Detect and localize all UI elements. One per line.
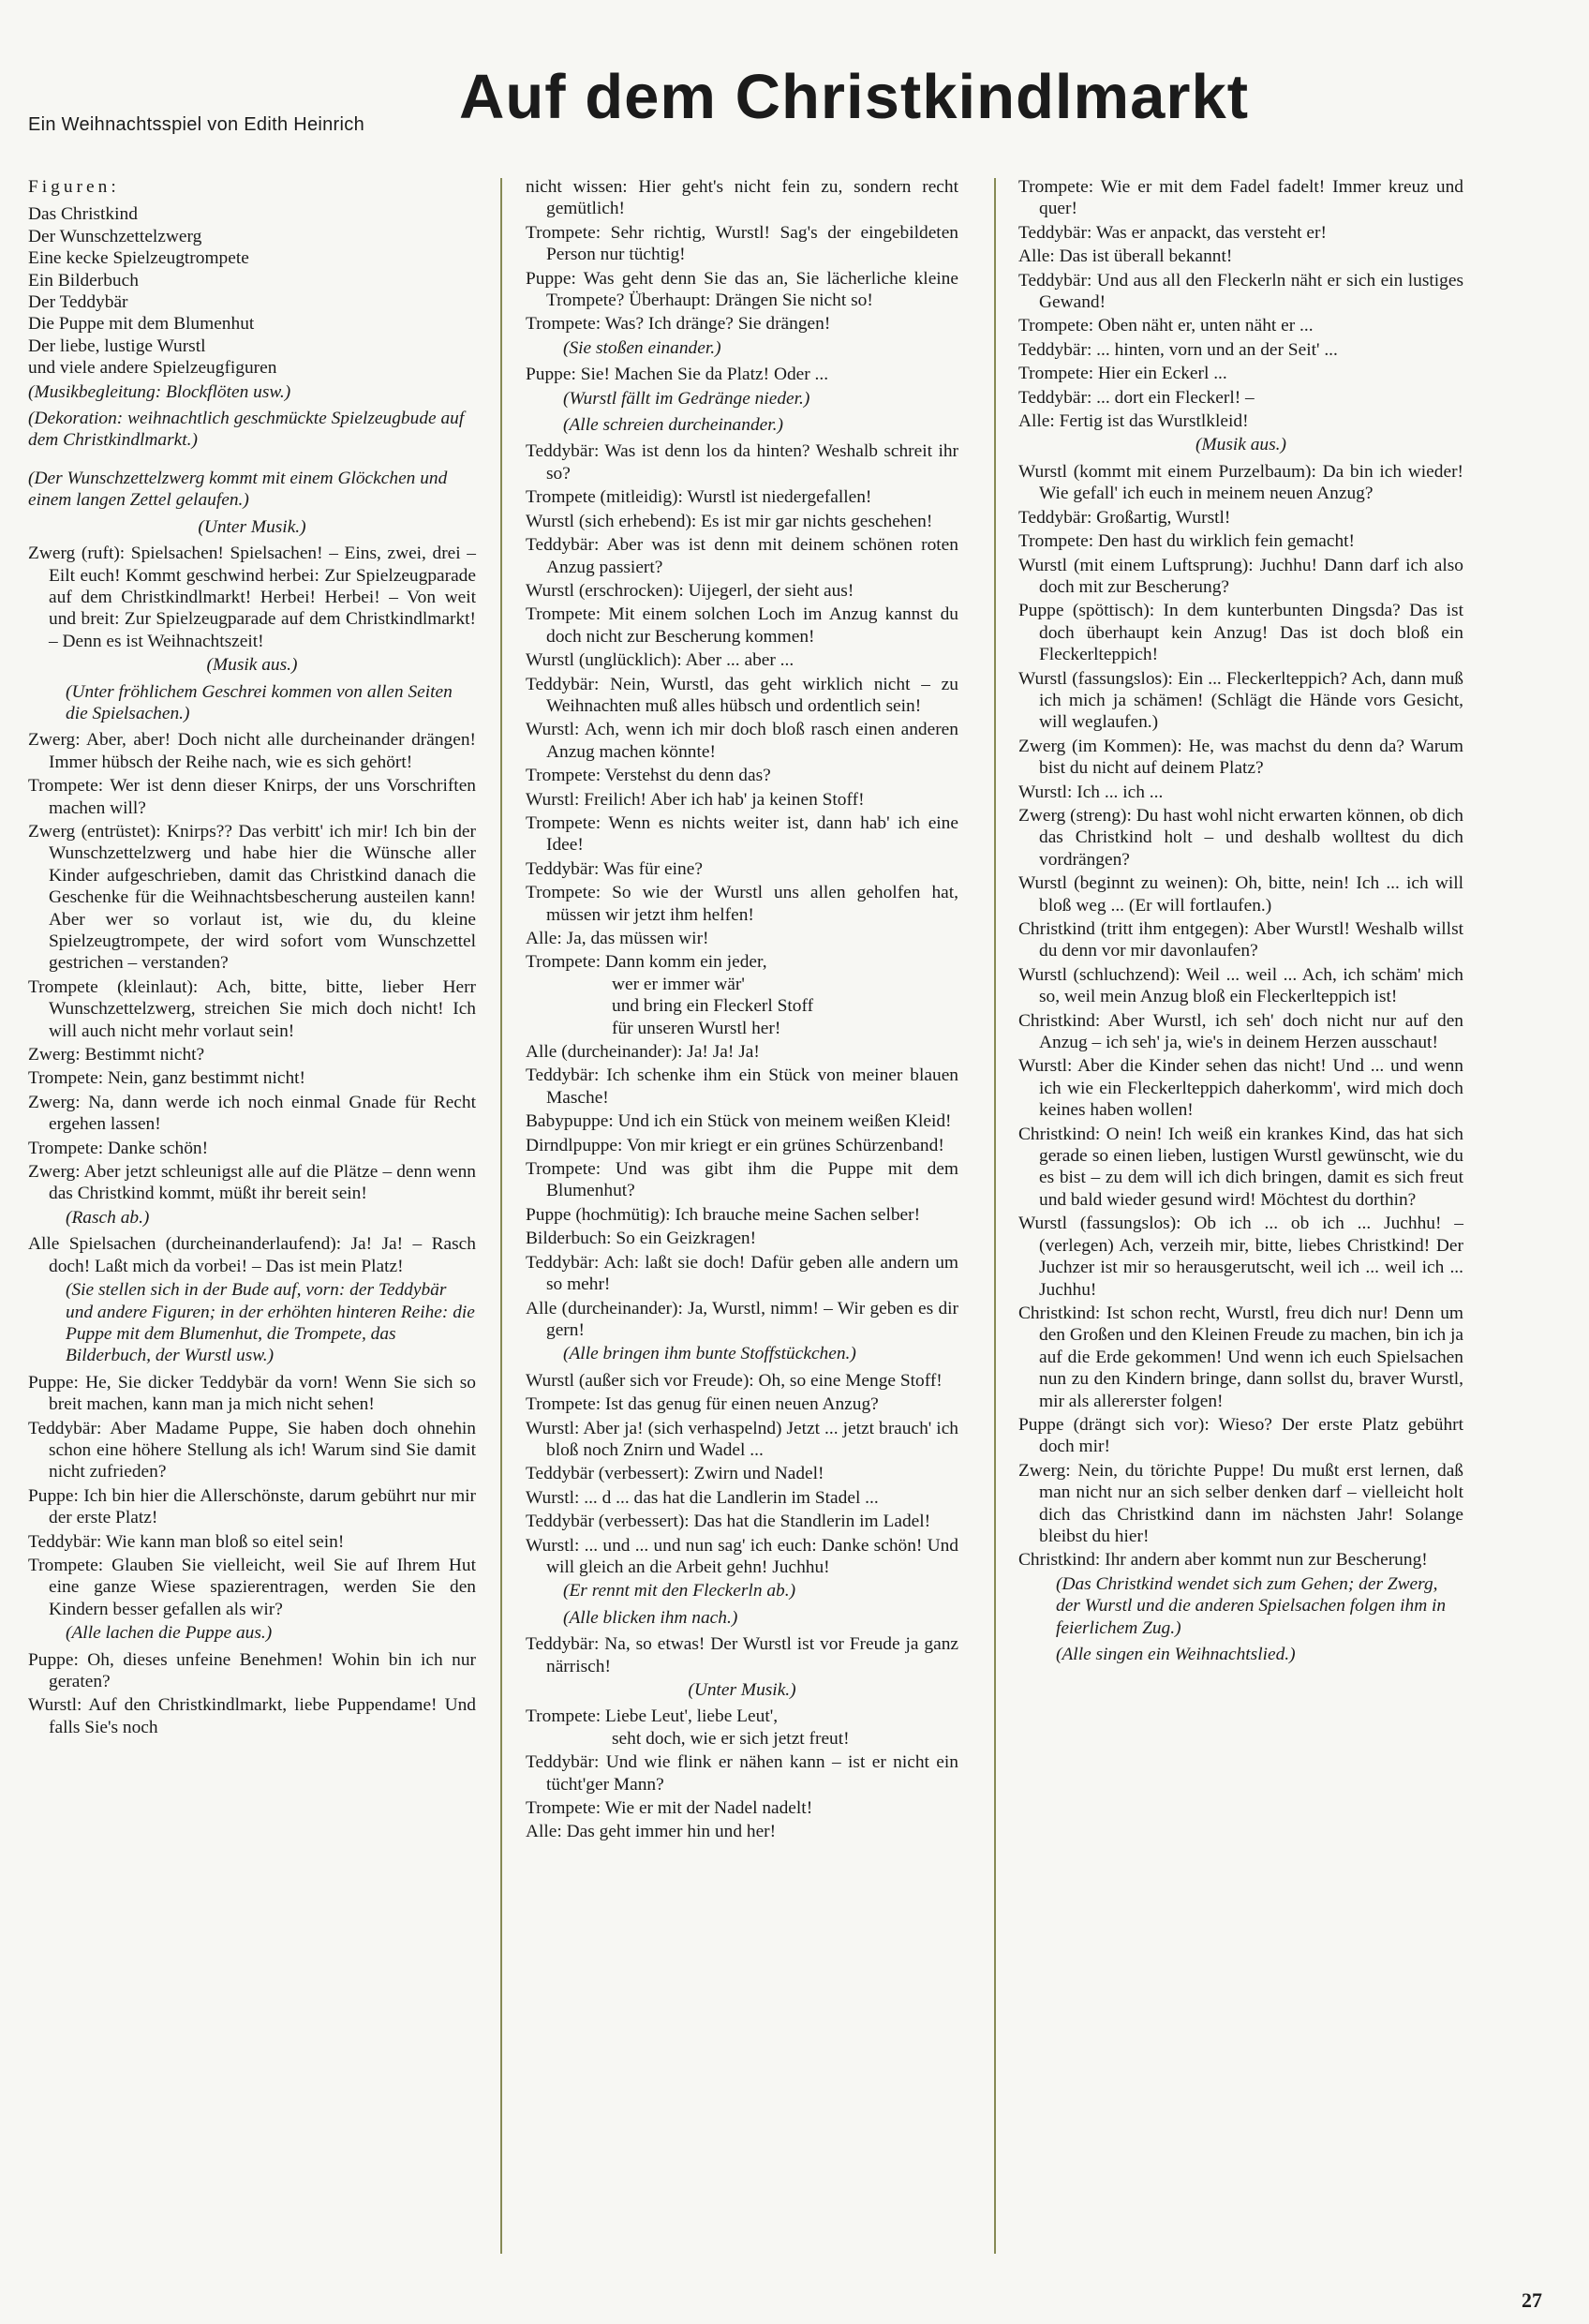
dialogue-line: Zwerg (im Kommen): He, was machst du denn da? Warum bist du nicht auf deinem Platz? bbox=[1018, 736, 1463, 779]
dialogue-line: Zwerg: Bestimmt nicht? bbox=[28, 1045, 205, 1065]
dialogue-line: Puppe: Sie! Machen Sie da Platz! Oder ... bbox=[526, 365, 829, 385]
dialogue-line: Teddybär: ... dort ein Fleckerl! – bbox=[1018, 387, 1255, 408]
stage-direction: (Alle schreien durcheinander.) bbox=[563, 415, 783, 436]
dialogue-line: Teddybär: Wie kann man bloß so eitel sein! bbox=[28, 1531, 345, 1552]
stage-direction: (Musik aus.) bbox=[206, 655, 298, 676]
dialogue-line: Trompete (kleinlaut): Ach, bitte, bitte, lieber Herr Wunschzettelzwerg, streichen Sie mich doch nicht! Ich will auch nicht mehr vorlaut sein! bbox=[28, 976, 476, 1041]
dialogue-line: Alle Spielsachen (durcheinanderlaufend): Ja! Ja! – Rasch doch! Laßt mich da vorbei! – Das ist mein Platz! bbox=[28, 1234, 476, 1276]
dialogue-line: Alle: Das ist überall bekannt! bbox=[1018, 246, 1233, 267]
dialogue-line: Teddybär: Aber Madame Puppe, Sie haben doch ohnehin schon eine höhere Stellung als ich! Warum sind Sie damit nicht zufrieden? bbox=[28, 1418, 476, 1482]
dialogue-line: Puppe: Oh, dieses unfeine Benehmen! Wohin bin ich nur geraten? bbox=[28, 1649, 476, 1691]
dialogue-line: Puppe (spöttisch): In dem kunterbunten Dingsda? Das ist doch überhaupt kein Anzug! Das ist doch bloß ein Fleckerlteppich! bbox=[1018, 601, 1463, 665]
dialogue-line: Trompete: Oben näht er, unten näht er ... bbox=[1018, 316, 1314, 336]
dialogue-line: Zwerg: Aber jetzt schleunigst alle auf die Plätze – denn wenn das Christkind kommt, müßt ihr bereit sein! bbox=[28, 1162, 476, 1204]
dialogue-line: Alle (durcheinander): Ja, Wurstl, nimm! – Wir geben es dir gern! bbox=[526, 1298, 958, 1340]
dialogue-line: Wurstl: Ich ... ich ... bbox=[1018, 782, 1164, 802]
dialogue-line: Wurstl (außer sich vor Freude): Oh, so eine Menge Stoff! bbox=[526, 1370, 943, 1391]
dialogue-line: Wurstl (fassungslos): Ob ich ... ob ich ... Juchhu! – (verlegen) Ach, verzeih mir, bitte, liebes Christkind! Der Juchzer ist mir so herausgerutscht, weil ich ... weil ich ... Juchhu! bbox=[1018, 1214, 1463, 1300]
dialogue-line: Zwerg: Aber, aber! Doch nicht alle durcheinander drängen! Immer hübsch der Reihe nach, wie es sich gehört! bbox=[28, 730, 476, 772]
cast-entry: Der Teddybär bbox=[28, 292, 128, 313]
dialogue-line: Trompete: Den hast du wirklich fein gemacht! bbox=[1018, 531, 1356, 552]
dialogue-line: Wurstl (schluchzend): Weil ... weil ... Ach, ich schäm' mich so, weil mein Anzug bloß ein Fleckerlteppich ist! bbox=[1018, 964, 1463, 1007]
text-column-3 bbox=[1018, 176, 1463, 1670]
dialogue-line: Alle: Fertig ist das Wurstlkleid! bbox=[1018, 411, 1249, 432]
dialogue-line: Wurstl: Freilich! Aber ich hab' ja keinen Stoff! bbox=[526, 789, 865, 810]
dialogue-line: Trompete: Sehr richtig, Wurstl! Sag's der eingebildeten Person nur tüchtig! bbox=[526, 222, 958, 265]
dialogue-line: Teddybär: ... hinten, vorn und an der Seit' ... bbox=[1018, 339, 1338, 360]
dialogue-line: Wurstl (kommt mit einem Purzelbaum): Da bin ich wieder! Wie gefall' ich euch in meinem neuen Anzug? bbox=[1018, 461, 1463, 504]
dialogue-line: Teddybär: Was ist denn los da hinten? Weshalb schreit ihr so? bbox=[526, 441, 958, 484]
dialogue-line: Teddybär: Na, so etwas! Der Wurstl ist vor Freude ja ganz närrisch! bbox=[526, 1634, 958, 1676]
dialogue-line: Teddybär: Was für eine? bbox=[526, 858, 703, 879]
dialogue-line: Wurstl (mit einem Luftsprung): Juchhu! Dann darf ich also doch mit zur Bescherung? bbox=[1018, 555, 1463, 597]
stage-direction: (Das Christkind wendet sich zum Gehen; der Zwerg, der Wurstl und die anderen Spielsachen folgen ihm in feierlichem Zug.) bbox=[1056, 1573, 1447, 1638]
dialogue-line: Puppe: He, Sie dicker Teddybär da vorn! Wenn Sie sich so breit machen, kann man ja mich nicht sehen! bbox=[28, 1372, 476, 1415]
dialogue-line: Wurstl (unglücklich): Aber ... aber ... bbox=[526, 650, 794, 671]
dialogue-line: Trompete: Nein, ganz bestimmt nicht! bbox=[28, 1068, 306, 1089]
dialogue-line: Wurstl: ... und ... und nun sag' ich euch: Danke schön! Und will gleich an die Arbeit gehn! Juchhu! bbox=[526, 1535, 958, 1577]
verse-line: seht doch, wie er sich jetzt freut! bbox=[612, 1728, 850, 1749]
dialogue-line: Wurstl (sich erhebend): Es ist mir gar nichts geschehen! bbox=[526, 511, 933, 531]
stage-direction: (Alle bringen ihm bunte Stoffstückchen.) bbox=[563, 1344, 856, 1364]
dialogue-line: Trompete: Danke schön! bbox=[28, 1138, 209, 1158]
dialogue-line: Teddybär: Ach: laßt sie doch! Dafür geben alle andern um so mehr! bbox=[526, 1252, 958, 1295]
text-column-2 bbox=[526, 176, 958, 1845]
dialogue-line: Zwerg (entrüstet): Knirps?? Das verbitt' ich mir! Ich bin der Wunschzettelzwerg und habe hier die Wünsche aller Kinder aufgeschrieben, damit das Christkind danach die Geschenke für die Weihnachtsbescherung austeilen kann! Aber wer so vorlaut ist, wie du, du kleine Spielzeugtrompete, der wird sofort vom Wunschzettel gestrichen – verstanden? bbox=[28, 821, 476, 974]
dialogue-line: Teddybär: Ich schenke ihm ein Stück von meiner blauen Masche! bbox=[526, 1065, 958, 1108]
dialogue-line: Trompete: So wie der Wurstl uns allen geholfen hat, müssen wir jetzt ihm helfen! bbox=[526, 883, 958, 925]
dialogue-line: Christkind: Ihr andern aber kommt nun zur Bescherung! bbox=[1018, 1550, 1428, 1571]
column-divider-2 bbox=[994, 178, 996, 2254]
dialogue-line: Trompete: Glauben Sie vielleicht, weil Sie auf Ihrem Hut eine ganze Wiese spazierentragen, werden Sie den Kindern besser gefallen als wir? bbox=[28, 1555, 476, 1619]
stage-direction: (Musik aus.) bbox=[1195, 435, 1286, 455]
spacer bbox=[28, 456, 476, 466]
dialogue-line: Puppe (drängt sich vor): Wieso? Der erste Platz gebührt doch mir! bbox=[1018, 1414, 1463, 1457]
dialogue-line: Wurstl: ... d ... das hat die Landlerin im Stadel ... bbox=[526, 1487, 879, 1508]
dialogue-line: Wurstl: Aber ja! (sich verhaspelnd) Jetzt ... jetzt brauch' ich bloß noch Znirn und Wadel ... bbox=[526, 1418, 958, 1460]
cast-heading: Figuren: bbox=[28, 177, 120, 197]
dialogue-line: Teddybär: Großartig, Wurstl! bbox=[1018, 507, 1231, 528]
byline: Ein Weihnachtsspiel von Edith Heinrich bbox=[28, 114, 364, 135]
cast-entry: Eine kecke Spielzeugtrompete bbox=[28, 248, 249, 269]
dialogue-line: Dirndlpuppe: Von mir kriegt er ein grünes Schürzenband! bbox=[526, 1135, 944, 1155]
dialogue-line: Trompete: Was? Ich dränge? Sie drängen! bbox=[526, 314, 831, 335]
dialogue-line: nicht wissen: Hier geht's nicht fein zu, sondern recht gemütlich! bbox=[526, 177, 958, 219]
dialogue-line: Christkind: Aber Wurstl, ich seh' doch nicht nur auf den Anzug – ich seh' ja, wie's in deinem Herzen ausschaut! bbox=[1018, 1010, 1463, 1053]
stage-direction: (Dekoration: weihnachtlich geschmückte Spielzeugbude auf dem Christkindlmarkt.) bbox=[28, 409, 465, 451]
dialogue-line: Alle (durcheinander): Ja! Ja! Ja! bbox=[526, 1042, 760, 1063]
dialogue-line: Teddybär: Und aus all den Fleckerln näht er sich ein lustiges Gewand! bbox=[1018, 270, 1463, 313]
dialogue-line: Trompete: Ist das genug für einen neuen Anzug? bbox=[526, 1394, 879, 1415]
cast-entry: und viele andere Spielzeugfiguren bbox=[28, 358, 277, 379]
dialogue-line: Trompete (mitleidig): Wurstl ist niedergefallen! bbox=[526, 487, 872, 508]
dialogue-line: Wurstl: Ach, wenn ich mir doch bloß rasch einen anderen Anzug machen könnte! bbox=[526, 720, 958, 762]
stage-direction: (Unter Musik.) bbox=[198, 516, 306, 537]
dialogue-line: Trompete: Hier ein Eckerl ... bbox=[1018, 364, 1227, 384]
verse-line: wer er immer wär' bbox=[612, 974, 745, 994]
dialogue-line: Bilderbuch: So ein Geizkragen! bbox=[526, 1229, 757, 1249]
stage-direction: (Alle blicken ihm nach.) bbox=[563, 1607, 738, 1628]
dialogue-line: Trompete: Wenn es nichts weiter ist, dann hab' ich eine Idee! bbox=[526, 812, 958, 856]
stage-direction: (Alle singen ein Weihnachtslied.) bbox=[1056, 1645, 1296, 1664]
stage-direction: (Der Wunschzettelzwerg kommt mit einem Glöckchen und einem langen Zettel gelaufen.) bbox=[28, 468, 448, 511]
verse-line: Trompete: Dann komm ein jeder, bbox=[526, 952, 767, 973]
dialogue-line: Zwerg: Na, dann werde ich noch einmal Gnade für Recht ergehen lassen! bbox=[28, 1092, 476, 1135]
stage-direction: (Alle lachen die Puppe aus.) bbox=[66, 1623, 273, 1644]
verse-block bbox=[526, 1706, 958, 1750]
cast-entry: Der liebe, lustige Wurstl bbox=[28, 335, 206, 356]
verse-line: und bring ein Fleckerl Stoff bbox=[612, 996, 814, 1017]
dialogue-line: Wurstl (erschrocken): Uijegerl, der sieht aus! bbox=[526, 580, 854, 601]
dialogue-line: Trompete: Wer ist denn dieser Knirps, der uns Vorschriften machen will? bbox=[28, 776, 476, 818]
dialogue-line: Teddybär: Was er anpackt, das versteht er! bbox=[1018, 222, 1327, 243]
verse-block bbox=[526, 951, 958, 1039]
cast-entry: Der Wunschzettelzwerg bbox=[28, 226, 202, 246]
dialogue-line: Teddybär: Nein, Wurstl, das geht wirklich nicht – zu Weihnachten muß alles hübsch und ordentlich sein! bbox=[526, 674, 958, 716]
cast-entry: Ein Bilderbuch bbox=[28, 270, 139, 290]
column-divider-1 bbox=[500, 178, 502, 2254]
verse-line: für unseren Wurstl her! bbox=[612, 1018, 781, 1038]
stage-direction: (Unter Musik.) bbox=[688, 1680, 796, 1700]
stage-direction: (Rasch ab.) bbox=[66, 1207, 150, 1228]
dialogue-line: Wurstl (beginnt zu weinen): Oh, bitte, nein! Ich ... ich will bloß weg ... (Er will fortlaufen.) bbox=[1018, 873, 1463, 916]
dialogue-line: Zwerg: Nein, du törichte Puppe! Du mußt erst lernen, daß man nicht nur an sich selber denken darf – vielleicht holt dich das Christkind dann im nächsten Jahr! Solange bleibst du hier! bbox=[1018, 1460, 1463, 1546]
dialogue-line: Trompete: Wie er mit dem Fadel fadelt! Immer kreuz und quer! bbox=[1018, 177, 1463, 219]
cast-entry: Das Christkind bbox=[28, 204, 138, 225]
dialogue-line: Trompete: Und was gibt ihm die Puppe mit dem Blumenhut? bbox=[526, 1159, 958, 1201]
stage-direction: (Sie stellen sich in der Bude auf, vorn: der Teddybär und andere Figuren; in der erhöhten hinteren Reihe: die Puppe mit dem Blumenhut, die Trompete, das Bilderbuch, der Wurstl usw.) bbox=[66, 1280, 475, 1366]
dialogue-line: Zwerg (ruft): Spielsachen! Spielsachen! – Eins, zwei, drei – Eilt euch! Kommt geschwind herbei: Zur Spielzeugparade auf dem Christkindlmarkt! Herbei! Herbei! – Von weit und breit: Zur Spielzeugparade auf dem Christkindlmarkt! – Denn es ist Weihnachtszeit! bbox=[28, 544, 476, 651]
dialogue-line: Alle: Das geht immer hin und her! bbox=[526, 1822, 777, 1842]
dialogue-line: Zwerg (streng): Du hast wohl nicht erwarten können, ob dich das Christkind holt – und deshalb wolltest du dich vordrängen? bbox=[1018, 805, 1463, 870]
dialogue-line: Puppe: Ich bin hier die Allerschönste, darum gebührt nur mir der erste Platz! bbox=[28, 1485, 476, 1528]
dialogue-line: Puppe: Was geht denn Sie das an, Sie lächerliche kleine Trompete? Überhaupt: Drängen Sie nicht so! bbox=[526, 268, 958, 311]
dialogue-line: Wurstl: Auf den Christkindlmarkt, liebe Puppendame! Und falls Sie's noch bbox=[28, 1695, 476, 1737]
dialogue-line: Christkind (tritt ihm entgegen): Aber Wurstl! Weshalb willst du denn vor mir davonlaufen? bbox=[1018, 919, 1463, 961]
stage-direction: (Musikbegleitung: Blockflöten usw.) bbox=[28, 381, 291, 402]
page-number: 27 bbox=[1522, 2288, 1542, 2312]
dialogue-line: Puppe (hochmütig): Ich brauche meine Sachen selber! bbox=[526, 1204, 921, 1225]
verse-line: Trompete: Liebe Leut', liebe Leut', bbox=[526, 1706, 779, 1727]
dialogue-line: Christkind: O nein! Ich weiß ein krankes Kind, das hat sich gerade so einen lieben, lustigen Wurstl gewünscht, wie du es bist – zu dem will ich dich bringen, damit es sich freut und bald wieder gesund wird! Möchtest du dorthin? bbox=[1018, 1124, 1463, 1210]
dialogue-line: Babypuppe: Und ich ein Stück von meinem weißen Kleid! bbox=[526, 1111, 952, 1132]
stage-direction: (Sie stoßen einander.) bbox=[563, 337, 721, 358]
dialogue-line: Trompete: Wie er mit der Nadel nadelt! bbox=[526, 1798, 813, 1819]
text-column-1 bbox=[28, 176, 476, 1740]
dialogue-line: Teddybär (verbessert): Das hat die Standlerin im Ladel! bbox=[526, 1512, 931, 1532]
dialogue-line: Teddybär: Aber was ist denn mit deinem schönen roten Anzug passiert? bbox=[526, 535, 958, 577]
dialogue-line: Alle: Ja, das müssen wir! bbox=[526, 929, 709, 948]
dialogue-line: Trompete: Mit einem solchen Loch im Anzug kannst du doch nicht zur Bescherung kommen! bbox=[526, 604, 958, 647]
dialogue-line: Wurstl: Aber die Kinder sehen das nicht! Und ... und wenn ich wie ein Fleckerlteppich daherkomm', wird mich doch keines haben wollen! bbox=[1018, 1056, 1463, 1121]
dialogue-line: Wurstl (fassungslos): Ein ... Fleckerlteppich? Ach, dann muß ich mich ja schämen! (Schlägt die Hände vors Gesicht, will weglaufen.) bbox=[1018, 668, 1463, 733]
page-title: Auf dem Christkindlmarkt bbox=[459, 62, 1250, 132]
dialogue-line: Trompete: Verstehst du denn das? bbox=[526, 766, 771, 786]
stage-direction: (Er rennt mit den Fleckerln ab.) bbox=[563, 1581, 796, 1601]
dialogue-line: Teddybär: Und wie flink er nähen kann – ist er nicht ein tücht'ger Mann? bbox=[526, 1752, 958, 1795]
dialogue-line: Christkind: Ist schon recht, Wurstl, freu dich nur! Denn um den Großen und den Kleinen Freude zu machen, bin ich ja auf die Erde gekommen! Und wenn ich euch Spielsachen nun zu den Kindern bringe, dann sollst du, braver Wurstl, mir als allererster folgen! bbox=[1018, 1303, 1463, 1411]
stage-direction: (Wurstl fällt im Gedränge nieder.) bbox=[563, 388, 810, 409]
dialogue-line: Teddybär (verbessert): Zwirn und Nadel! bbox=[526, 1464, 824, 1484]
cast-entry: Die Puppe mit dem Blumenhut bbox=[28, 314, 255, 335]
stage-direction: (Unter fröhlichem Geschrei kommen von allen Seiten die Spielsachen.) bbox=[66, 681, 453, 723]
